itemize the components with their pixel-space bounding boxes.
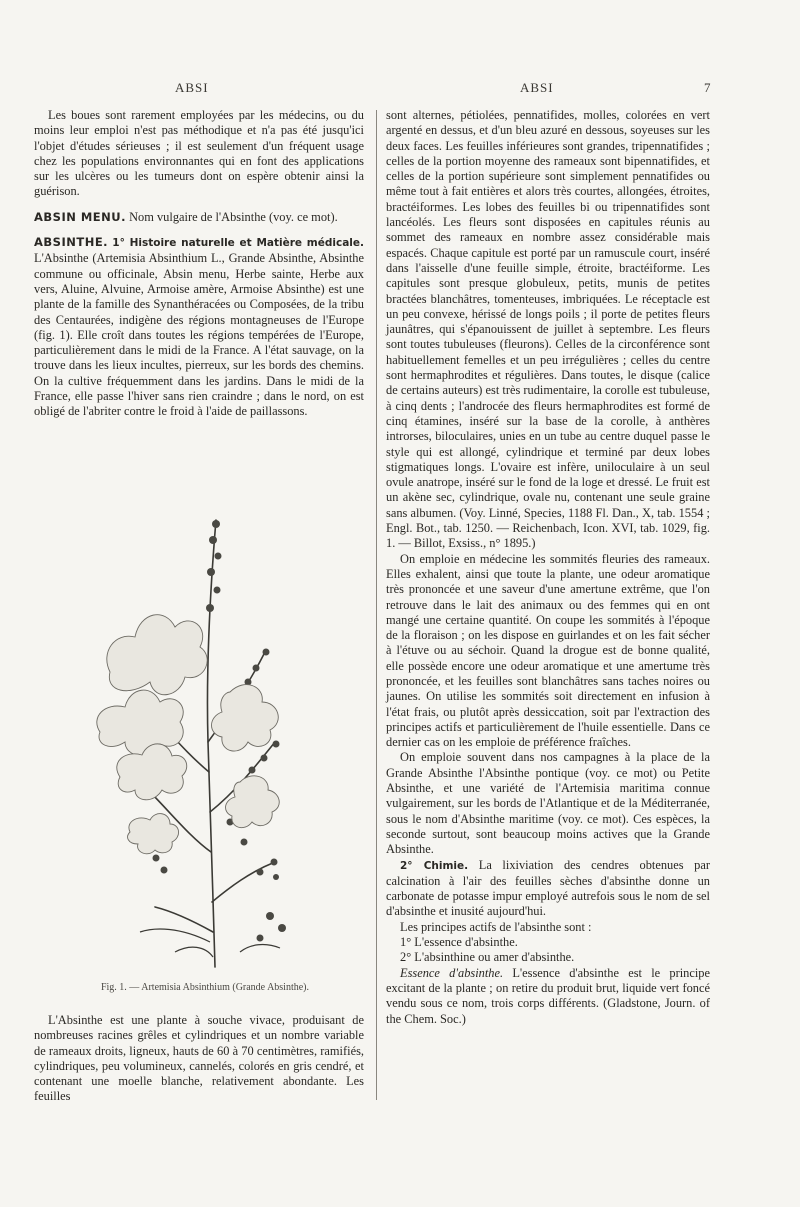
page-number: 7	[704, 80, 712, 95]
entry-absin-menu-body: Nom vulgaire de l'Absinthe (voy. ce mot).	[129, 209, 338, 224]
paragraph-chimie	[386, 858, 710, 920]
section-chimie: 2° Chimie.	[400, 859, 469, 872]
paragraph-feuilles-body: sont alternes, pétiolées, pennatifides, molles, colorées en vert argenté en dessus, et d'un bleu azuré en dessous, soyeuses sur les deux faces. Les feuilles inférieures sont grandes, tripennatifides ; celles de la portion moyenne des rameaux sont bipennatifides, et celles de la portion supérieure sont simplement pennatifides ou même tout à fait entières et alors très courtes, allongées, étroites, bractéiformes. Les lobes des feuilles bi ou tripennatifides sont lancéolés. Les fleurs sont disposées en capitules réunis au sommet des rameaux en nombre assez considérable mais espacés. Chaque capitule est porté par un ramuscule court, inséré dans l'aisselle d'une feuille simple, étroite, bractéiforme. Les capitules sont presque globuleux, petits, munis de petites bractées blanchâtres, tomenteuses, imbriquées. Le réceptacle est un peu convexe, hérissé de longs poils ; il porte de petites fleurs jaunâtres, qui s'épanouissent de juillet à septembre. Les fleurs sont toutes tubuleuses (fleurons). Celles de la circonférence sont habituellement femelles et un peu irrégulières ; celles du centre sont hermaphrodites et régulières. Dans toutes, le disque (calice de certains auteurs) est très rudimentaire, la corolle est tubuleuse, à cinq dents ; l'androcée des fleurs hermaphrodites est formé de cinq étamines, inséré sur la base de la corolle, à anthères introrses, biloculaires, unies en un tube au centre duquel passe le style qui est allongé, cylindrique et terminé par deux lobes stigmatiques longs. L'ovaire est infère, uniloculaire à un seul ovule anatrope, inséré sur le fond de la loge et dressé. Le fruit est un akène sec, cylindrique, ovale nu, contenant une seule graine sans albumen.	[386, 108, 710, 520]
paragraph-description-plante: L'Absinthe est une plante à souche vivace, produisant de nombreuses racines grêles et cylindriques et un nombre variable de rameaux droits, ligneux, hauts de 60 à 70 centimètres, ramifiés, cylindriques, peu volumineux, cannelés, colorés en gris cendré, et contenant une moelle blanche, relativement abondante. Les feuilles	[34, 1013, 364, 1104]
entry-absinthe	[34, 235, 364, 420]
headword-absin-menu: ABSIN MENU.	[34, 209, 126, 224]
left-running-head: ABSI	[175, 80, 209, 95]
left-column-top	[34, 108, 364, 420]
right-running-head: ABSI	[520, 80, 554, 95]
paragraph-boues: Les boues sont rarement employées par les médecins, ou du moins leur emploi n'est pas méthodique et n'a pas été jusqu'ici l'objet d'études sérieuses ; il est seulement d'un fréquent usage chez les populations environnantes qui en font des applications sur les ulcères ou les tumeurs dont on espère obtenir ainsi la guérison.	[34, 108, 364, 199]
list-item-essence: 1° L'essence d'absinthe.	[400, 935, 518, 950]
paragraph-feuilles	[386, 108, 710, 552]
entry-absinthe-body: L'Absinthe (Artemisia Absinthium L., Grande Absinthe, Absinthe commune ou officinale, Absin menu, Herbe sainte, Herbe aux vers, Aluine, Alvuine, Armoise amère, Armoise Absinthe) est une plante de la famille des Synanthéracées ou Composées, de la tribu des Centaurées, indigène des régions montagneuses de l'Europe (fig. 1). Elle croît dans toutes les régions tempérées de l'Europe, particulièrement dans le midi de la France. A l'état sauvage, on la trouve dans les lieux incultes, pierreux, sur les bords des chemins. On la cultive fréquemment dans les jardins. Dans le midi de la France, elle passe l'hiver sans rien craindre ; dans le nord, on est obligé de l'abriter contre le froid à l'aide de paillassons.	[34, 251, 364, 419]
gladstone-reference: (Gladstone, Journ. of the Chem. Soc.)	[386, 996, 710, 1026]
list-item-absinthine: 2° L'absinthine ou amer d'absinthe.	[400, 950, 575, 965]
section-histoire-naturelle: 1° Histoire naturelle et Matière médicale.	[112, 237, 364, 250]
artemisia-illustration	[80, 512, 340, 974]
paragraph-campagnes: On emploie souvent dans nos campagnes à la place de la Grande Absinthe l'Absinthe pontique (voy. ce mot) ou Petite Absinthe, et une variété de l'Artemisia maritima connue vulgairement, sur les bords de l'Atlantique et de la Méditerranée, sous le nom d'Absinthe maritime (voy. ce mot). Ces espèces, la seconde surtout, sont beaucoup moins actives que la Grande Absinthe.	[386, 750, 710, 857]
right-column	[386, 108, 710, 1027]
paragraph-chimie-body: La lixiviation des cendres obtenues par calcination à l'air des feuilles sèches d'absinthe donne un carbonate de potasse impur employé autrefois sous le nom de sel d'absinthe et inusité aujourd'hui.	[386, 857, 710, 919]
paragraph-essence-body: L'essence d'absinthe est le principe excitant de la plante ; on retire du produit brut, liquide vert foncé vendu sous ce nom, trois corps différents.	[386, 965, 710, 1011]
subheading-essence: Essence d'absinthe.	[400, 965, 504, 980]
entry-absin-menu	[34, 210, 364, 225]
figure-caption: Fig. 1. — Artemisia Absinthium (Grande Absinthe).	[100, 982, 310, 993]
column-divider	[376, 110, 377, 1100]
paragraph-principes: Les principes actifs de l'absinthe sont :	[400, 919, 592, 934]
paragraph-emploi-medecine: On emploie en médecine les sommités fleuries des rameaux. Elles exhalent, ainsi que toute la plante, une odeur aromatique très prononcée et une saveur d'une amertune extrême, que l'on retrouve dans le lait des animaux ou des femmes qui en ont mangé une certaine quantité. On coupe les sommités à l'époque de la floraison ; on les dispose en guirlandes et on les fait sécher à l'étuve ou au séchoir. Quand la drogue est de bonne qualité, elle possède encore une odeur aromatique et une amertume très prononcée, et les feuilles sont blanchâtres sans taches noires ou jaunes. On utilise les sommités soit directement en infusion à l'état frais, ou plutôt après dessiccation, soit par l'extraction des principes actifs et particulièrement de l'huile essentielle. Dans ce dernier cas on les emploie de préférence fraîches.	[386, 551, 710, 750]
paragraph-essence	[386, 966, 710, 1027]
bibliographic-reference: (Voy. Linné, Species, 1188 Fl. Dan., X, tab. 1554 ; Engl. Bot., tab. 1250. — Reichenbach, Icon. XVI, tab. 1029, fig. 1. — Billot, Exsiss., n° 1895.)	[386, 505, 710, 551]
headword-absinthe: ABSINTHE.	[34, 235, 109, 250]
left-column-bottom	[34, 1013, 364, 1105]
